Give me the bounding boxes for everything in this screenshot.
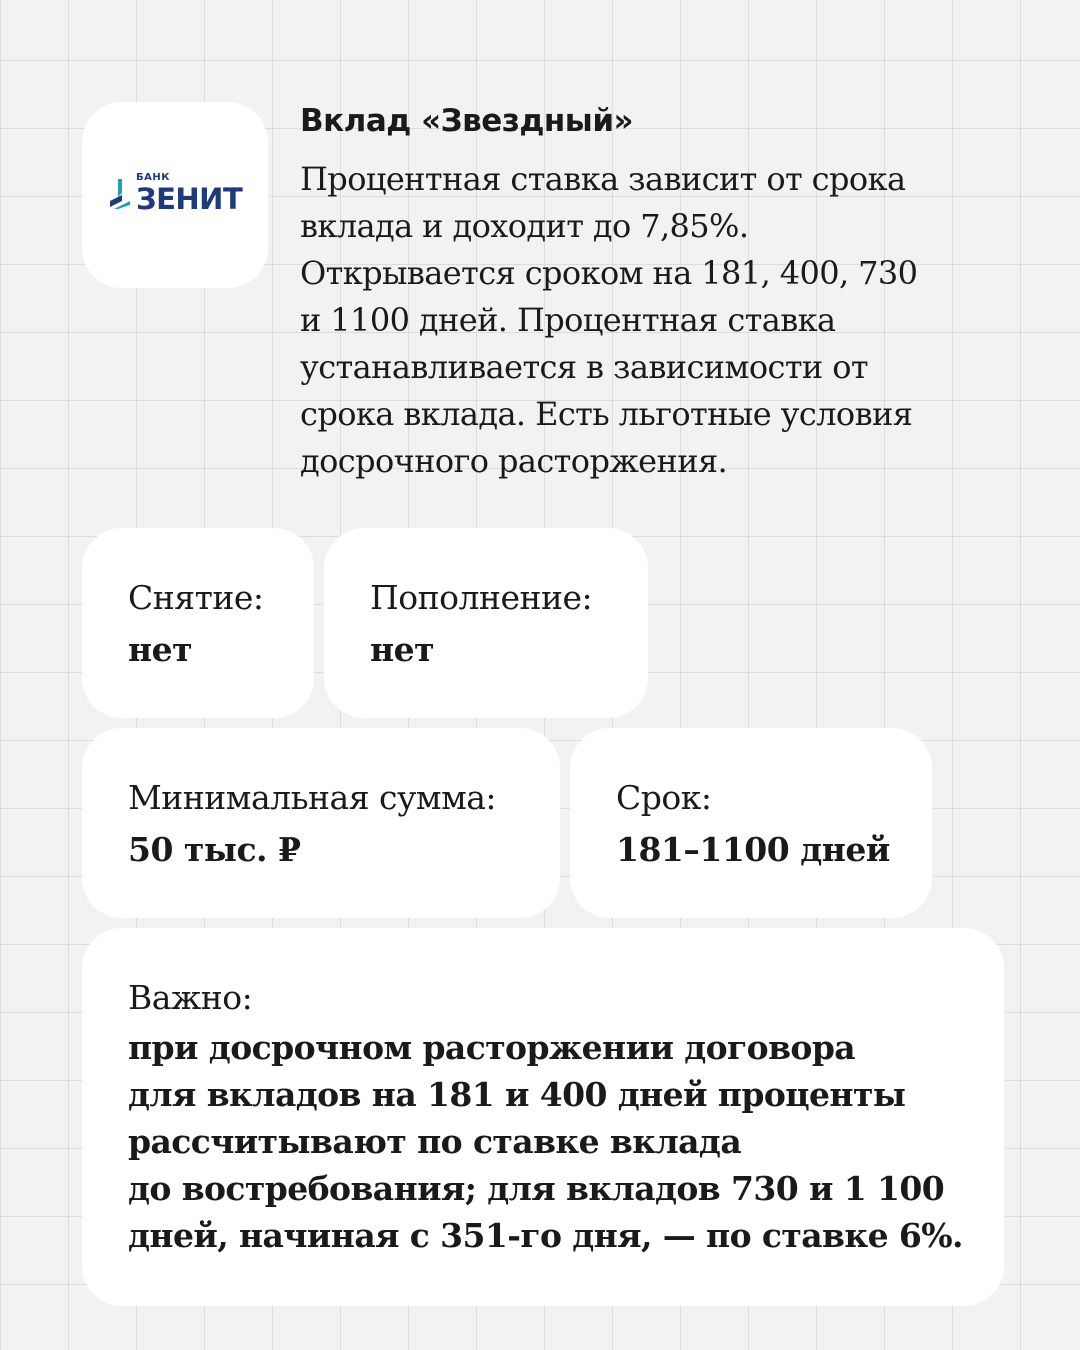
withdraw-label: Снятие: [128, 578, 264, 617]
withdraw-card [82, 528, 314, 718]
description-line: срока вклада. Есть льготные условия [300, 395, 913, 433]
important-label: Важно: [128, 978, 253, 1017]
description-line: вклада и доходит до 7,85%. [300, 207, 749, 245]
min-amount-label: Минимальная сумма: [128, 778, 497, 817]
page-title: Вклад «Звездный» [300, 103, 634, 139]
withdraw-value: нет [128, 630, 193, 669]
important-text [128, 1024, 988, 1259]
term-label: Срок: [616, 778, 712, 817]
term-card [570, 728, 932, 918]
description-line: Открывается сроком на 181, 400, 730 [300, 254, 918, 292]
important-card [82, 928, 1004, 1306]
bank-zenit-logo [110, 172, 243, 217]
important-line: до востребования; для вкладов 730 и 1 100 [128, 1169, 945, 1208]
description [300, 156, 1000, 485]
topup-label: Пополнение: [370, 578, 593, 617]
logo-big-text: ЗЕНИТ [136, 182, 243, 216]
description-line: и 1100 дней. Процентная ставка [300, 301, 836, 339]
important-line: при досрочном расторжении договора [128, 1028, 856, 1067]
bank-logo-card [82, 102, 268, 288]
min-amount-value: 50 тыс. ₽ [128, 830, 301, 869]
topup-card [324, 528, 648, 718]
topup-value: нет [370, 630, 435, 669]
zenit-mark-icon [110, 179, 132, 209]
important-line: дней, начиная с 351-го дня, — по ставке 6%. [128, 1216, 963, 1255]
description-line: досрочного расторжения. [300, 442, 728, 480]
term-value: 181–1100 дней [616, 830, 890, 869]
important-line: для вкладов на 181 и 400 дней проценты [128, 1075, 906, 1114]
logo-small-text: БАНК [136, 172, 170, 183]
description-line: устанавливается в зависимости от [300, 348, 868, 386]
description-line: Процентная ставка зависит от срока [300, 160, 906, 198]
important-line: рассчитывают по ставке вклада [128, 1122, 742, 1161]
min-amount-card [82, 728, 560, 918]
